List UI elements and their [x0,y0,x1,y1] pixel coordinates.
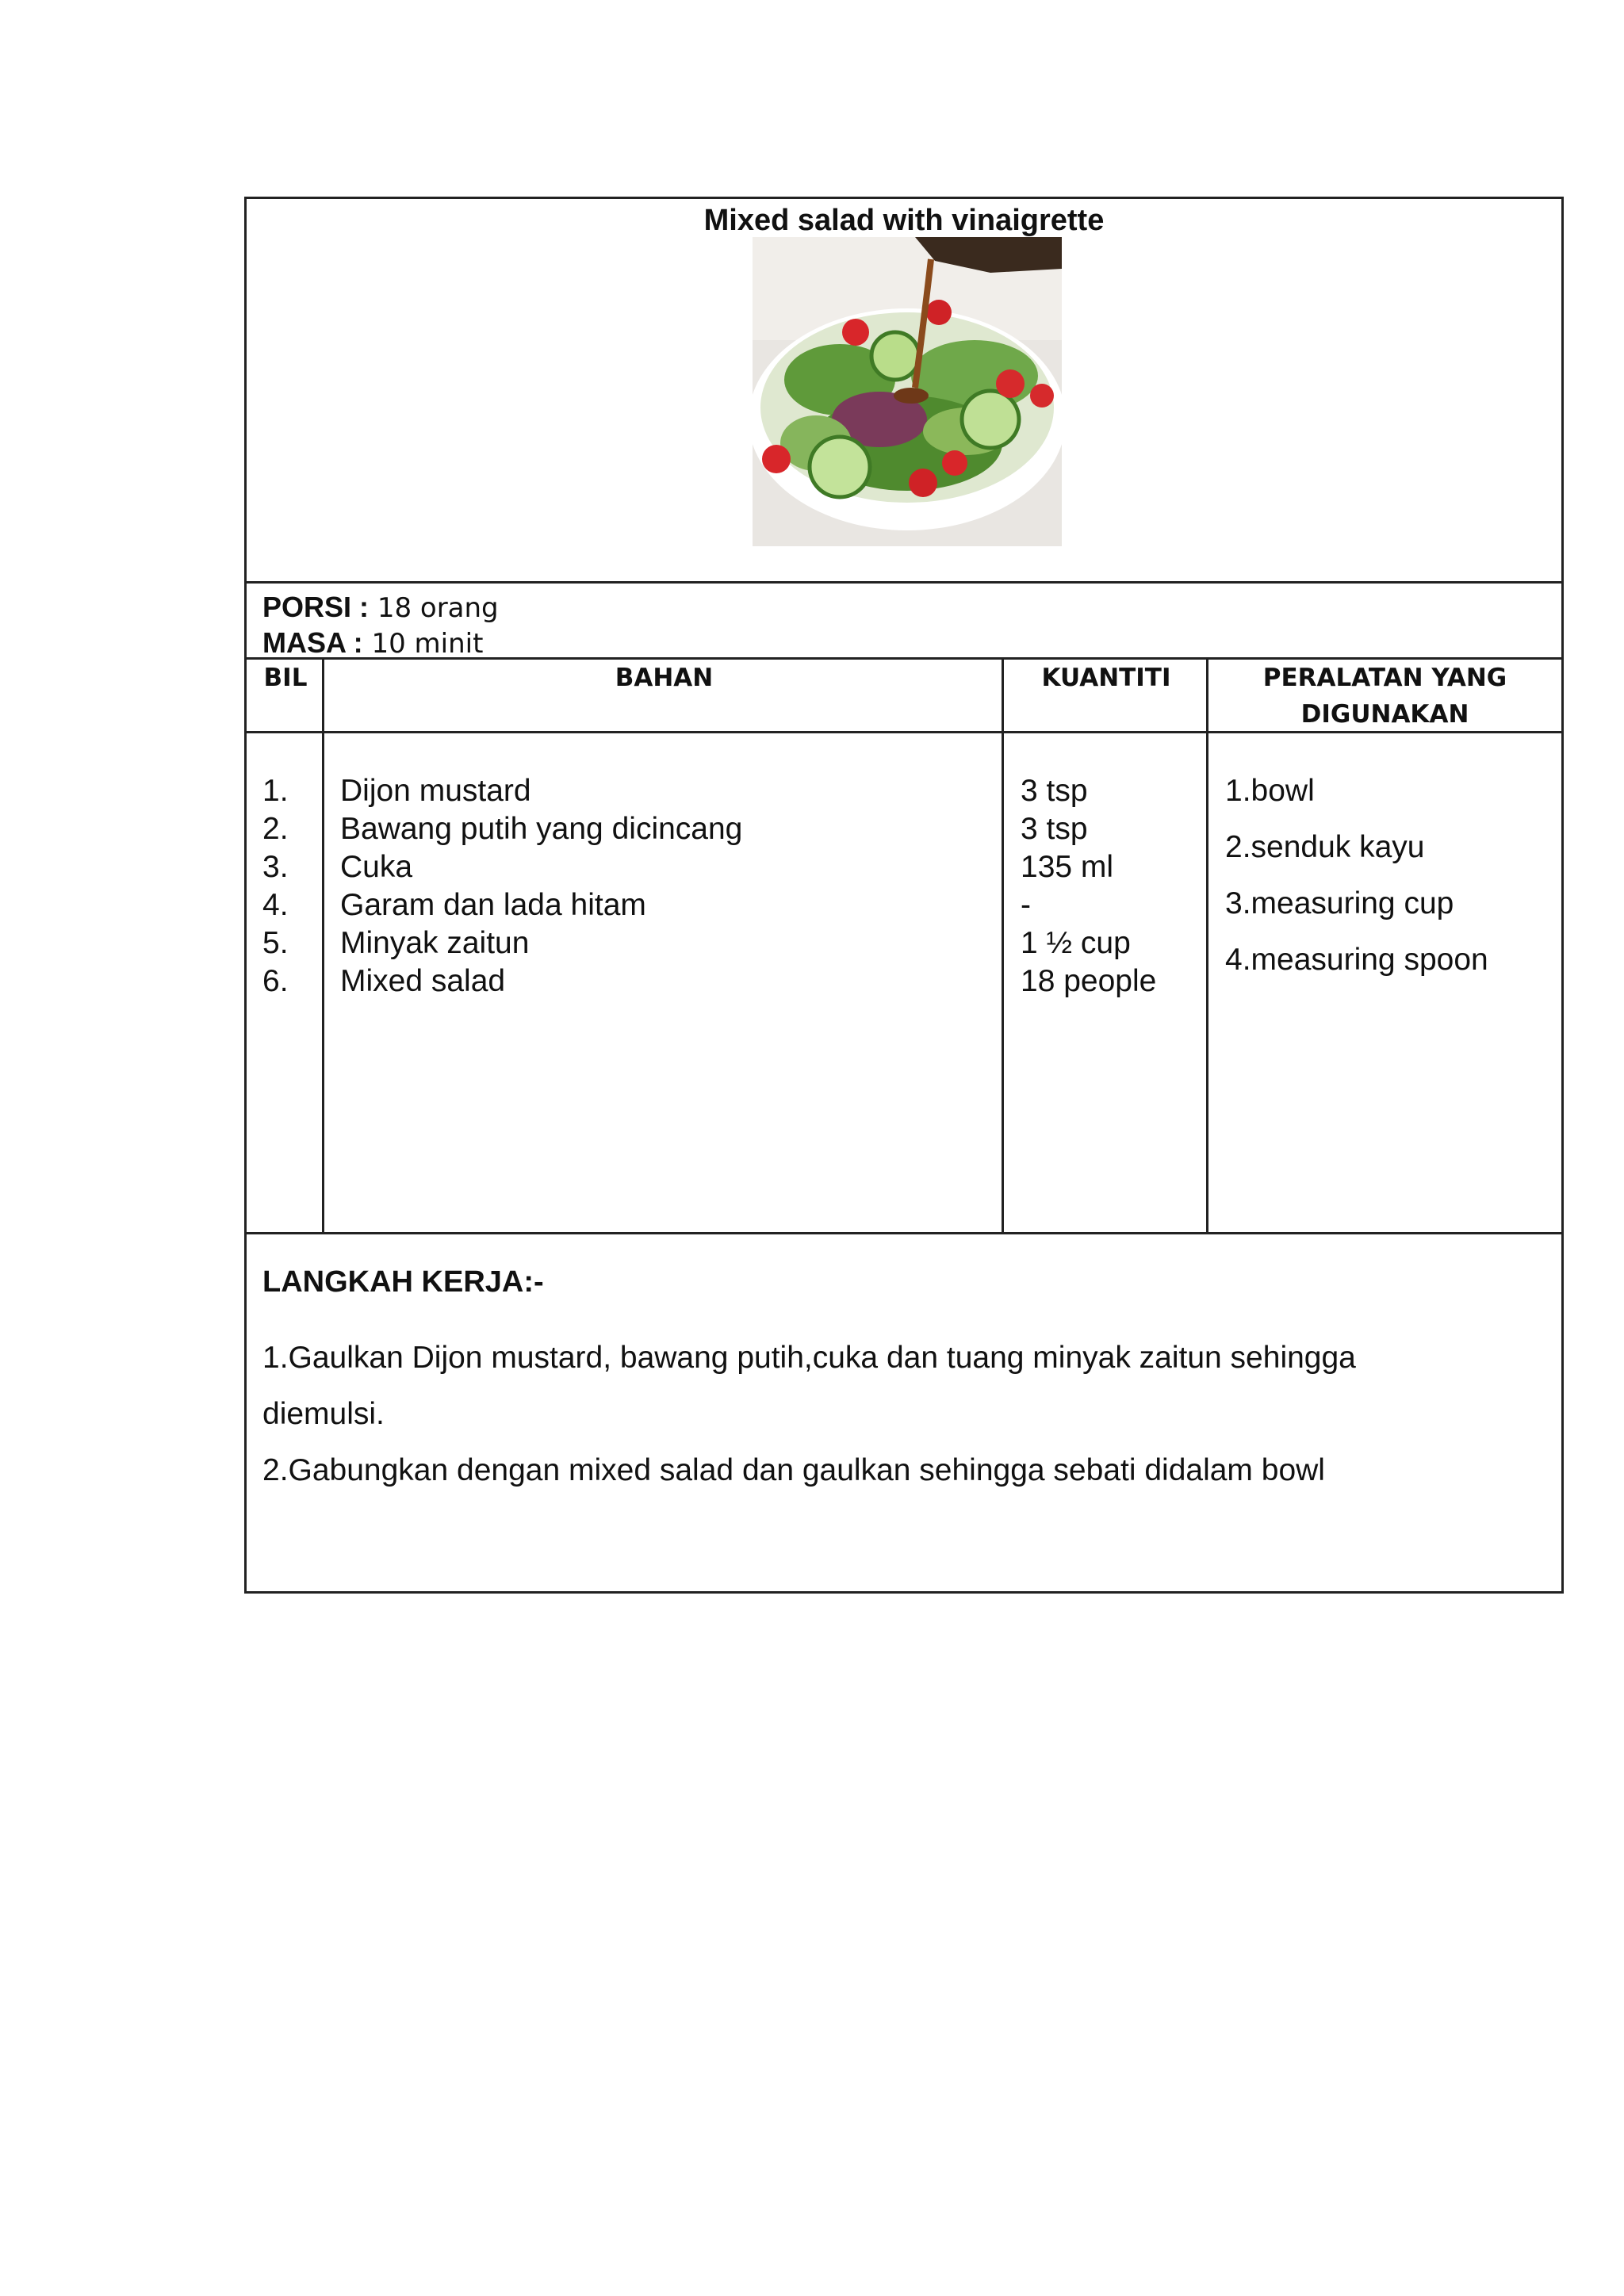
meta-section [247,584,1561,660]
bahan-cell: Cuka [340,850,413,884]
porsi-line [262,590,1561,626]
peralatan-item: 3.measuring cup [1225,886,1454,920]
kuantiti-cell: - [1021,888,1031,922]
header-kuantiti: KUANTITI [1041,664,1171,692]
kuantiti-cell: 18 people [1021,964,1157,998]
kuantiti-list [1021,772,1156,1001]
header-bil: BIL [263,664,308,692]
masa-line [262,626,1561,661]
bil-cell: 3. [262,850,289,884]
ingredients-table [247,660,1561,1234]
steps-section [247,1234,1561,1591]
bil-cell: 5. [262,926,289,960]
porsi-value: 18 orang [369,592,499,624]
header-peralatan [1208,660,1561,733]
step-line: 1.Gaulkan Dijon mustard, bawang putih,cuka dan tuang minyak zaitun sehingga [262,1341,1356,1375]
step-line: diemulsi. [262,1397,385,1431]
bil-cell: 2. [262,812,289,846]
bil-cell: 4. [262,888,289,922]
header-peralatan-line1: PERALATAN YANG [1262,664,1507,692]
steps-body [262,1330,1531,1498]
kuantiti-cell: 135 ml [1021,850,1114,884]
porsi-label: PORSI : [262,591,370,623]
bil-cell: 6. [262,964,289,998]
peralatan-item: 1.bowl [1225,774,1315,808]
header-bahan: BAHAN [615,664,714,692]
peralatan-item: 4.measuring spoon [1225,943,1488,977]
title-section [247,199,1561,584]
kuantiti-cell: 1 ½ cup [1021,926,1131,960]
kuantiti-cell: 3 tsp [1021,774,1088,808]
bil-cell: 1. [262,774,289,808]
recipe-sheet [244,197,1564,1594]
step-line: 2.Gabungkan dengan mixed salad dan gaulkan sehingga sebati didalam bowl [262,1453,1325,1487]
peralatan-list [1225,763,1488,988]
bahan-cell: Minyak zaitun [340,926,530,960]
bahan-list [340,772,742,1001]
masa-label: MASA : [262,626,363,659]
recipe-title: Mixed salad with vinaigrette [703,204,1105,237]
peralatan-item: 2.senduk kayu [1225,830,1425,864]
bahan-cell: Mixed salad [340,964,506,998]
salad-bowl-photo [753,237,1062,546]
bahan-cell: Bawang putih yang dicincang [340,812,743,846]
masa-value: 10 minit [362,628,484,660]
steps-heading: LANGKAH KERJA:- [262,1265,544,1299]
kuantiti-cell: 3 tsp [1021,812,1088,846]
bil-list [262,772,289,1001]
bahan-cell: Dijon mustard [340,774,531,808]
bahan-cell: Garam dan lada hitam [340,888,646,922]
header-peralatan-line2: DIGUNAKAN [1300,700,1469,729]
